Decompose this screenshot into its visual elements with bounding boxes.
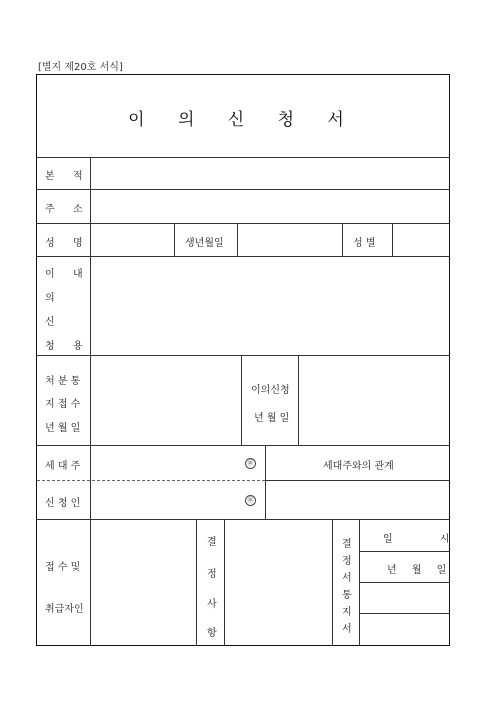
divider: [359, 582, 449, 583]
receipt-label-2: 취급자인: [45, 604, 84, 615]
divider: [37, 445, 449, 446]
content-label-4: 청: [45, 341, 55, 352]
divider: [37, 519, 449, 520]
objection-label-2: 년 월 일: [254, 413, 290, 424]
datetime-label: 일 시: [383, 534, 472, 545]
domicile-label-2: 적: [73, 171, 83, 182]
notification-label-4: 통: [342, 590, 352, 601]
objection-label-1: 이의신청: [251, 385, 290, 396]
divider: [265, 445, 266, 519]
notification-label-6: 서: [342, 624, 352, 635]
seal-icon: ㊞: [245, 458, 256, 469]
receipt-label-1: 접 수 및: [45, 562, 81, 573]
domicile-label-1: 본: [45, 171, 55, 182]
sex-label: 성 별: [353, 238, 376, 249]
divider: [174, 223, 175, 256]
decision-label-4: 항: [207, 628, 217, 639]
notification-label-1: 결: [342, 539, 352, 550]
divider: [237, 223, 238, 256]
notification-label-5: 지: [342, 607, 352, 618]
notice-label-3: 년 월 일: [45, 423, 81, 434]
notice-label-1: 처 분 통: [45, 376, 81, 387]
form-title: 이 의 신 청 서: [128, 110, 358, 130]
content-label-6: 용: [73, 341, 83, 352]
notice-label-2: 지 접 수: [45, 399, 81, 410]
decision-label-2: 정: [207, 569, 217, 580]
birth-label: 생년월일: [185, 238, 224, 249]
address-label-1: 주: [45, 204, 55, 215]
ymd-label: 년 월 일: [387, 565, 453, 576]
relation-label: 세대주와의 관계: [323, 461, 394, 472]
applicant-label: 신 청 인: [45, 498, 81, 509]
name-label-2: 명: [73, 238, 83, 249]
notification-label-3: 서: [342, 573, 352, 584]
divider: [37, 157, 449, 158]
divider: [298, 355, 299, 445]
divider: [37, 189, 449, 190]
divider: [37, 480, 265, 481]
decision-label-3: 사: [207, 599, 217, 610]
householder-label: 세 대 주: [45, 461, 81, 472]
content-label-5: 내: [73, 269, 83, 280]
content-label-1: 이: [45, 269, 55, 280]
notification-label-2: 정: [342, 556, 352, 567]
divider: [241, 355, 242, 445]
divider: [37, 256, 449, 257]
divider: [265, 480, 449, 481]
divider: [342, 223, 343, 256]
address-label-2: 소: [73, 204, 83, 215]
divider: [37, 355, 449, 356]
form-caption: [별지 제20호 서식]: [38, 62, 123, 73]
divider: [392, 223, 393, 256]
application-form: [36, 74, 472, 646]
seal-icon: ㊞: [245, 495, 256, 506]
divider: [332, 519, 333, 645]
divider: [196, 519, 197, 645]
content-label-3: 신: [45, 317, 55, 328]
divider: [224, 519, 225, 645]
divider: [359, 613, 449, 614]
decision-label-1: 결: [207, 537, 217, 548]
divider: [359, 551, 449, 552]
content-label-2: 의: [45, 293, 55, 304]
divider: [359, 519, 360, 645]
divider: [37, 223, 449, 224]
name-label-1: 성: [45, 238, 55, 249]
divider: [90, 157, 91, 645]
